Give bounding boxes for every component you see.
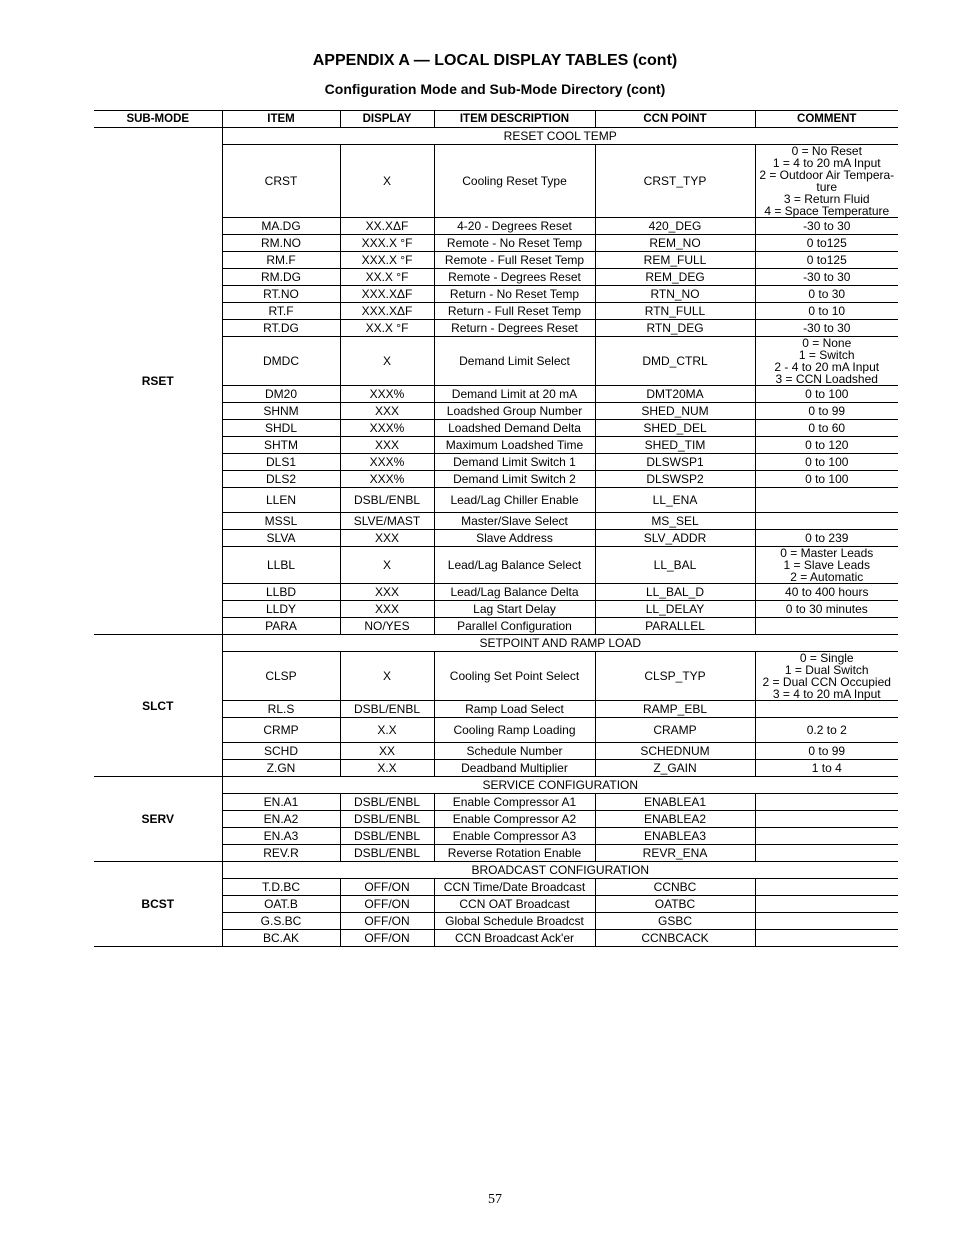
item-cell: DLS2 [222,471,340,488]
display-cell: XXX% [340,420,434,437]
item-cell: CRST [222,145,340,218]
comment-cell: 0 to 30 minutes [755,601,898,618]
item-cell: MA.DG [222,218,340,235]
description-cell: Remote - No Reset Temp [434,235,595,252]
display-cell: DSBL/ENBL [340,845,434,862]
item-cell: DLS1 [222,454,340,471]
display-cell: OFF/ON [340,930,434,947]
directory-table [94,110,898,947]
comment-cell: 0 to 120 [755,437,898,454]
ccn-point-cell: REM_DEG [595,269,755,286]
item-cell: REV.R [222,845,340,862]
display-cell: XXX [340,601,434,618]
description-cell: Return - Degrees Reset [434,320,595,337]
description-cell: Lead/Lag Chiller Enable [434,488,595,513]
description-cell: Loadshed Group Number [434,403,595,420]
ccn-point-cell: RTN_NO [595,286,755,303]
display-cell: XXX [340,437,434,454]
display-cell: DSBL/ENBL [340,488,434,513]
comment-cell [755,794,898,811]
description-cell: Cooling Set Point Select [434,652,595,701]
item-cell: EN.A1 [222,794,340,811]
display-cell: XXX [340,530,434,547]
ccn-point-cell: CRST_TYP [595,145,755,218]
description-cell: Loadshed Demand Delta [434,420,595,437]
display-cell: DSBL/ENBL [340,701,434,718]
comment-cell: 0 to125 [755,252,898,269]
description-cell: Schedule Number [434,743,595,760]
item-cell: RM.NO [222,235,340,252]
comment-cell: 0 to 99 [755,403,898,420]
ccn-point-cell: SCHEDNUM [595,743,755,760]
description-cell: Demand Limit Switch 2 [434,471,595,488]
item-cell: BC.AK [222,930,340,947]
item-cell: RL.S [222,701,340,718]
comment-cell [755,896,898,913]
ccn-point-cell: 420_DEG [595,218,755,235]
item-cell: EN.A2 [222,811,340,828]
ccn-point-cell: LL_ENA [595,488,755,513]
display-cell: DSBL/ENBL [340,811,434,828]
section-header-row [94,128,898,145]
sub-mode-cell: BCST [94,862,222,947]
display-cell: XXX.X °F [340,235,434,252]
display-cell: OFF/ON [340,896,434,913]
display-cell: SLVE/MAST [340,513,434,530]
column-header-display: DISPLAY [340,111,434,128]
column-header-comment: COMMENT [755,111,898,128]
description-cell: 4-20 - Degrees Reset [434,218,595,235]
display-cell: XX.XΔF [340,218,434,235]
comment-cell [755,845,898,862]
item-cell: SHDL [222,420,340,437]
page-subtitle: Configuration Mode and Sub-Mode Directory (cont) [324,81,666,97]
comment-cell: 0 = Master Leads 1 = Slave Leads 2 = Automatic [755,547,898,584]
display-cell: XXX% [340,471,434,488]
item-cell: RT.F [222,303,340,320]
description-cell: Remote - Full Reset Temp [434,252,595,269]
comment-cell: 0 to 239 [755,530,898,547]
column-header-item: ITEM [222,111,340,128]
ccn-point-cell: ENABLEA2 [595,811,755,828]
table-header-row [94,111,898,128]
ccn-point-cell: DLSWSP2 [595,471,755,488]
description-cell: Lead/Lag Balance Select [434,547,595,584]
description-cell: Reverse Rotation Enable [434,845,595,862]
section-title: BROADCAST CONFIGURATION [222,862,898,879]
ccn-point-cell: ENABLEA3 [595,828,755,845]
item-cell: SCHD [222,743,340,760]
ccn-point-cell: SLV_ADDR [595,530,755,547]
sub-mode-cell: SERV [94,777,222,862]
ccn-point-cell: CRAMP [595,718,755,743]
ccn-point-cell: LL_BAL [595,547,755,584]
comment-cell [755,488,898,513]
description-cell: Global Schedule Broadcst [434,913,595,930]
comment-cell [755,913,898,930]
ccn-point-cell: SHED_TIM [595,437,755,454]
description-cell: CCN Time/Date Broadcast [434,879,595,896]
display-cell: OFF/ON [340,913,434,930]
item-cell: RM.DG [222,269,340,286]
display-cell: XXX.XΔF [340,303,434,320]
ccn-point-cell: DMT20MA [595,386,755,403]
ccn-point-cell: DMD_CTRL [595,337,755,386]
item-cell: G.S.BC [222,913,340,930]
ccn-point-cell: REM_NO [595,235,755,252]
ccn-point-cell: SHED_NUM [595,403,755,420]
ccn-point-cell: LL_DELAY [595,601,755,618]
description-cell: CCN Broadcast Ack'er [434,930,595,947]
display-cell: XX.X °F [340,320,434,337]
display-cell: XXX% [340,386,434,403]
item-cell: SHNM [222,403,340,420]
description-cell: Maximum Loadshed Time [434,437,595,454]
comment-cell: -30 to 30 [755,269,898,286]
description-cell: Cooling Reset Type [434,145,595,218]
description-cell: Remote - Degrees Reset [434,269,595,286]
description-cell: Enable Compressor A3 [434,828,595,845]
page-number: 57 [488,1192,502,1207]
comment-cell: -30 to 30 [755,320,898,337]
comment-cell [755,811,898,828]
item-cell: CRMP [222,718,340,743]
description-cell: CCN OAT Broadcast [434,896,595,913]
comment-cell [755,618,898,635]
ccn-point-cell: REVR_ENA [595,845,755,862]
description-cell: Parallel Configuration [434,618,595,635]
comment-cell: -30 to 30 [755,218,898,235]
display-cell: XXX [340,403,434,420]
display-cell: NO/YES [340,618,434,635]
display-cell: DSBL/ENBL [340,828,434,845]
comment-cell: 0 = None 1 = Switch 2 - 4 to 20 mA Input 3 = CCN Loadshed [755,337,898,386]
ccn-point-cell: LL_BAL_D [595,584,755,601]
item-cell: Z.GN [222,760,340,777]
ccn-point-cell: ENABLEA1 [595,794,755,811]
display-cell: X [340,652,434,701]
section-header-row [94,777,898,794]
ccn-point-cell: PARALLEL [595,618,755,635]
comment-cell: 0 to 30 [755,286,898,303]
comment-cell [755,930,898,947]
item-cell: MSSL [222,513,340,530]
item-cell: EN.A3 [222,828,340,845]
comment-cell: 1 to 4 [755,760,898,777]
description-cell: Demand Limit Switch 1 [434,454,595,471]
display-cell: X [340,547,434,584]
display-cell: XX.X °F [340,269,434,286]
description-cell: Cooling Ramp Loading [434,718,595,743]
display-cell: OFF/ON [340,879,434,896]
description-cell: Demand Limit at 20 mA [434,386,595,403]
ccn-point-cell: DLSWSP1 [595,454,755,471]
ccn-point-cell: Z_GAIN [595,760,755,777]
description-cell: Demand Limit Select [434,337,595,386]
item-cell: PARA [222,618,340,635]
display-cell: XXX% [340,454,434,471]
sub-mode-cell: RSET [94,128,222,635]
section-title: RESET COOL TEMP [222,128,898,145]
display-cell: X.X [340,718,434,743]
item-cell: RM.F [222,252,340,269]
comment-cell: 0.2 to 2 [755,718,898,743]
section-header-row [94,862,898,879]
ccn-point-cell: CCNBC [595,879,755,896]
item-cell: DM20 [222,386,340,403]
ccn-point-cell: CLSP_TYP [595,652,755,701]
comment-cell: 0 = No Reset 1 = 4 to 20 mA Input 2 = Outdoor Air Tempera- ture 3 = Return Fluid 4 = Space Temperature [755,145,898,218]
description-cell: Return - No Reset Temp [434,286,595,303]
item-cell: SLVA [222,530,340,547]
display-cell: X.X [340,760,434,777]
comment-cell [755,701,898,718]
description-cell: Enable Compressor A1 [434,794,595,811]
comment-cell: 0 to 60 [755,420,898,437]
item-cell: LLBD [222,584,340,601]
display-cell: DSBL/ENBL [340,794,434,811]
ccn-point-cell: RAMP_EBL [595,701,755,718]
ccn-point-cell: CCNBCACK [595,930,755,947]
display-cell: XXX.X °F [340,252,434,269]
display-cell: XXX.XΔF [340,286,434,303]
comment-cell: 0 to 10 [755,303,898,320]
display-cell: X [340,145,434,218]
description-cell: Slave Address [434,530,595,547]
description-cell: Ramp Load Select [434,701,595,718]
ccn-point-cell: REM_FULL [595,252,755,269]
item-cell: RT.NO [222,286,340,303]
ccn-point-cell: GSBC [595,913,755,930]
item-cell: DMDC [222,337,340,386]
table-body [94,128,898,947]
section-header-row [94,635,898,652]
description-cell: Enable Compressor A2 [434,811,595,828]
comment-cell [755,828,898,845]
description-cell: Return - Full Reset Temp [434,303,595,320]
section-title: SETPOINT AND RAMP LOAD [222,635,898,652]
item-cell: LLDY [222,601,340,618]
page-title: APPENDIX A — LOCAL DISPLAY TABLES (cont) [312,52,678,69]
description-cell: Master/Slave Select [434,513,595,530]
sub-mode-cell: SLCT [94,635,222,777]
item-cell: SHTM [222,437,340,454]
item-cell: RT.DG [222,320,340,337]
ccn-point-cell: OATBC [595,896,755,913]
comment-cell: 0 to125 [755,235,898,252]
item-cell: LLEN [222,488,340,513]
description-cell: Deadband Multiplier [434,760,595,777]
comment-cell: 0 to 100 [755,386,898,403]
description-cell: Lead/Lag Balance Delta [434,584,595,601]
section-title: SERVICE CONFIGURATION [222,777,898,794]
item-cell: LLBL [222,547,340,584]
comment-cell: 40 to 400 hours [755,584,898,601]
description-cell: Lag Start Delay [434,601,595,618]
comment-cell [755,879,898,896]
comment-cell: 0 to 100 [755,471,898,488]
column-header-sub-mode: SUB-MODE [94,111,222,128]
ccn-point-cell: SHED_DEL [595,420,755,437]
ccn-point-cell: RTN_FULL [595,303,755,320]
comment-cell: 0 to 99 [755,743,898,760]
ccn-point-cell: RTN_DEG [595,320,755,337]
column-header-item-description: ITEM DESCRIPTION [434,111,595,128]
ccn-point-cell: MS_SEL [595,513,755,530]
display-cell: X [340,337,434,386]
comment-cell [755,513,898,530]
item-cell: OAT.B [222,896,340,913]
display-cell: XXX [340,584,434,601]
display-cell: XX [340,743,434,760]
column-header-ccn-point: CCN POINT [595,111,755,128]
comment-cell: 0 to 100 [755,454,898,471]
item-cell: T.D.BC [222,879,340,896]
item-cell: CLSP [222,652,340,701]
comment-cell: 0 = Single 1 = Dual Switch 2 = Dual CCN Occupied 3 = 4 to 20 mA Input [755,652,898,701]
